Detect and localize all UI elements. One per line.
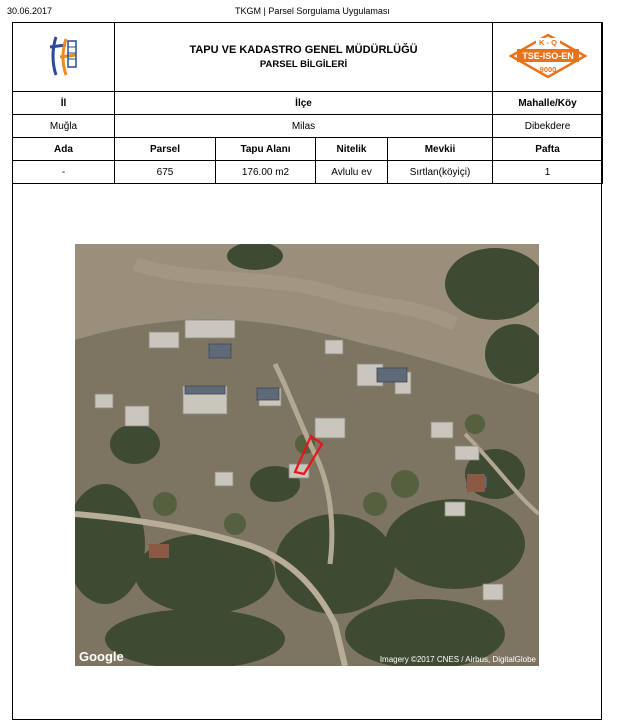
value-mahalle: Dibekdere (493, 115, 603, 138)
satellite-map[interactable] (75, 244, 539, 666)
doc-subtitle: PARSEL BİLGİLERİ (259, 59, 348, 70)
label-mahalle: Mahalle/Köy (493, 92, 603, 115)
label-ilce: İlçe (115, 92, 493, 115)
title-cell (115, 23, 493, 92)
cert-logo-middle: TSE-ISO-EN (521, 50, 574, 61)
org-name: TAPU VE KADASTRO GENEL MÜDÜRLÜĞÜ (189, 44, 418, 56)
value-tapu-alani: 176.00 m2 (216, 161, 316, 184)
header-tapu-alani: Tapu Alanı (216, 138, 316, 161)
cert-logo-cell (493, 23, 603, 92)
tkgm-logo-cell (13, 23, 115, 92)
header-mevkii: Mevkii (388, 138, 493, 161)
header-nitelik: Nitelik (316, 138, 388, 161)
page-header-title: TKGM | Parsel Sorgulama Uygulaması (235, 6, 390, 16)
header-ada: Ada (13, 138, 115, 161)
imagery-attribution: Imagery ©2017 CNES / Airbus, DigitalGlobe (379, 655, 536, 664)
tkgm-logo-icon (44, 33, 84, 79)
header-pafta: Pafta (493, 138, 603, 161)
label-il: İl (13, 92, 115, 115)
value-pafta: 1 (493, 161, 603, 184)
value-il: Muğla (13, 115, 115, 138)
parcel-info-table (12, 22, 603, 184)
print-date: 30.06.2017 (7, 6, 53, 16)
value-nitelik: Avlulu ev (316, 161, 388, 184)
satellite-imagery (75, 244, 539, 666)
tse-iso-logo-icon (508, 32, 588, 80)
cert-logo-top: K - Q (538, 37, 557, 47)
google-logo: Google (79, 649, 124, 664)
header-parsel: Parsel (115, 138, 216, 161)
cert-logo-bottom: 9000 (539, 64, 556, 74)
value-ada: - (13, 161, 115, 184)
value-mevkii: Sırtlan(köyiçi) (388, 161, 493, 184)
value-ilce: Milas (115, 115, 493, 138)
value-parsel: 675 (115, 161, 216, 184)
